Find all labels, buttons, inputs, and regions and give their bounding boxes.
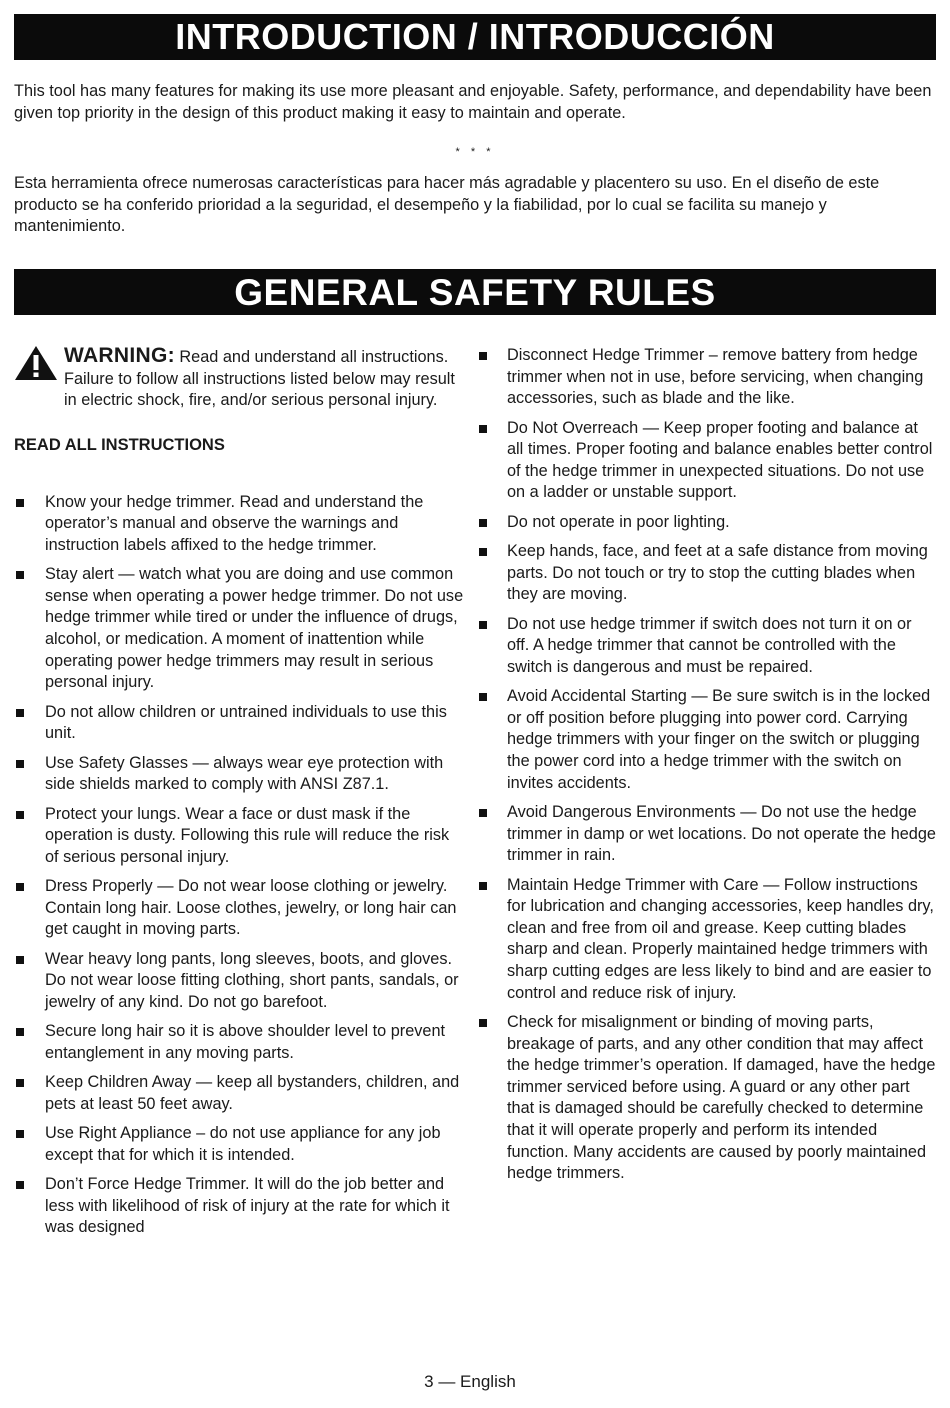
rule-text: Dress Properly — Do not wear loose clothing or jewelry. Contain long hair. Loose clothes, jewelry, or long hair can get caught in moving parts. xyxy=(45,877,457,939)
square-bullet-icon xyxy=(479,548,487,556)
left-rules-list xyxy=(14,492,464,1239)
warning-label: WARNING: xyxy=(64,344,175,367)
read-all-heading: READ ALL INSTRUCTIONS xyxy=(14,436,225,454)
square-bullet-icon xyxy=(479,882,487,890)
square-bullet-icon xyxy=(479,809,487,817)
rule-item xyxy=(14,804,464,869)
square-bullet-icon xyxy=(16,1079,24,1087)
rule-item xyxy=(14,753,464,796)
rule-item xyxy=(476,418,938,504)
square-bullet-icon xyxy=(16,1130,24,1138)
rule-text: Keep hands, face, and feet at a safe distance from moving parts. Do not touch or try to stop the cutting blades when they are moving. xyxy=(507,542,928,604)
rule-text: Use Safety Glasses — always wear eye protection with side shields marked to comply with ANSI Z87.1. xyxy=(45,753,444,794)
rule-item xyxy=(14,492,464,557)
left-column xyxy=(14,345,464,1247)
square-bullet-icon xyxy=(16,1028,24,1036)
square-bullet-icon xyxy=(16,499,24,507)
square-bullet-icon xyxy=(479,352,487,360)
rule-item xyxy=(14,949,464,1014)
square-bullet-icon xyxy=(479,1019,487,1027)
warning-block xyxy=(14,345,464,425)
rule-text: Do not operate in poor lighting. xyxy=(507,512,730,531)
rule-item xyxy=(14,1123,464,1166)
rule-text: Protect your lungs. Wear a face or dust mask if the operation is dusty. Following this rule will reduce the risk of serious personal injury. xyxy=(45,804,450,866)
square-bullet-icon xyxy=(16,1181,24,1189)
safety-banner-title: GENERAL SAFETY RULES xyxy=(14,269,936,315)
rule-item xyxy=(14,1021,464,1064)
rule-text: Keep Children Away — keep all bystanders, children, and pets at least 50 feet away. xyxy=(45,1073,460,1113)
rule-item xyxy=(14,1072,464,1115)
rule-item xyxy=(476,686,938,794)
square-bullet-icon xyxy=(479,693,487,701)
rule-text: Maintain Hedge Trimmer with Care — Follow instructions for lubrication and changing accessories, keep handles dry, clean and free from oil and grease. Keep cutting blades sharp and clean. Properly maintained hedge trimmers with sharp cutting edges are less likely to bind and are easier to control and reduce risk of injury. xyxy=(507,875,934,1002)
rule-item xyxy=(14,702,464,745)
square-bullet-icon xyxy=(479,519,487,527)
intro-english-paragraph: This tool has many features for making its use more pleasant and enjoyable. Safety, performance, and dependability have been given top priority in the design of this product making it easy to maintain and operate. xyxy=(14,82,932,122)
square-bullet-icon xyxy=(16,956,24,964)
rule-text: Stay alert — watch what you are doing and use common sense when operating a power hedge trimmer. Do not use hedge trimmer while tired or under the influence of drugs, alcohol, or medication. A moment of inattention while operating power hedge trimmers may result in serious personal injury. xyxy=(45,565,464,692)
right-rules-list xyxy=(476,345,938,1185)
rule-item xyxy=(476,802,938,867)
rule-text: Know your hedge trimmer. Read and understand the operator’s manual and observe the warnings and instruction labels affixed to the hedge trimmer. xyxy=(45,492,424,554)
rule-item xyxy=(14,1174,464,1239)
rule-item xyxy=(476,875,938,1005)
square-bullet-icon xyxy=(479,425,487,433)
rule-item xyxy=(476,614,938,679)
rule-item xyxy=(14,564,464,694)
warning-text: Read and understand all instructions. Failure to follow all instructions listed below may result in electric shock, fire, and/or serious personal injury. xyxy=(64,348,455,410)
warning-triangle-icon xyxy=(14,345,58,381)
rule-text: Don’t Force Hedge Trimmer. It will do the job better and less with likelihood of risk of injury at the rate for which it was designed xyxy=(45,1175,450,1237)
square-bullet-icon xyxy=(16,571,24,579)
rule-item xyxy=(476,512,938,534)
rule-text: Avoid Accidental Starting — Be sure switch is in the locked or off position before plugging into power cord. Carrying hedge trimmers with your finger on the switch or plugging the power cord into a hedge trimmer with the switch on invites accidents. xyxy=(507,687,931,792)
square-bullet-icon xyxy=(16,811,24,819)
rule-text: Do not use hedge trimmer if switch does not turn it on or off. A hedge trimmer that cannot be controlled with the switch is dangerous and must be repaired. xyxy=(507,614,912,676)
rule-text: Check for misalignment or binding of moving parts, breakage of parts, and any other condition that may affect the hedge trimmer’s operation. If damaged, have the hedge trimmer serviced before using. A guard or any other part that is damaged should be carefully checked to determine that it will operate properly and perform its intended function. Many accidents are caused by poorly maintained hedge trimmers. xyxy=(507,1013,936,1183)
rule-text: Do Not Overreach — Keep proper footing and balance at all times. Proper footing and balance enables better control of the hedge trimmer in unexpected situations. Do not use on a ladder or unstable support. xyxy=(507,418,933,502)
square-bullet-icon xyxy=(16,760,24,768)
right-column xyxy=(476,345,938,1193)
rule-item xyxy=(476,345,938,410)
intro-spanish-paragraph: Esta herramienta ofrece numerosas características para hacer más agradable y placentero su uso. En el diseño de este producto se ha conferido prioridad a la seguridad, el desempeño y la fiabilidad, por lo cual se facilita su manejo y mantenimiento. xyxy=(14,174,880,235)
square-bullet-icon xyxy=(479,621,487,629)
rule-text: Avoid Dangerous Environments — Do not use the hedge trimmer in damp or wet locations. Do not operate the hedge trimmer in rain. xyxy=(507,803,936,865)
section-separator: * * * xyxy=(455,146,495,158)
rule-item xyxy=(476,1012,938,1185)
rule-text: Secure long hair so it is above shoulder level to prevent entanglement in any moving parts. xyxy=(45,1022,446,1062)
rule-item xyxy=(476,541,938,606)
intro-banner-title: INTRODUCTION / INTRODUCCIÓN xyxy=(14,14,936,60)
rule-text: Do not allow children or untrained individuals to use this unit. xyxy=(45,702,447,743)
rule-text: Wear heavy long pants, long sleeves, boots, and gloves. Do not wear loose fitting clothing, short pants, sandals, or jewelry of any kind. Do not go barefoot. xyxy=(45,949,459,1011)
rule-item xyxy=(14,876,464,941)
square-bullet-icon xyxy=(16,709,24,717)
rule-text: Use Right Appliance – do not use appliance for any job except that for which it is intended. xyxy=(45,1124,441,1164)
square-bullet-icon xyxy=(16,883,24,891)
page-footer: 3 — English xyxy=(424,1372,516,1391)
rule-text: Disconnect Hedge Trimmer – remove battery from hedge trimmer when not in use, before servicing, when changing accessories, such as blade and the like. xyxy=(507,346,924,408)
